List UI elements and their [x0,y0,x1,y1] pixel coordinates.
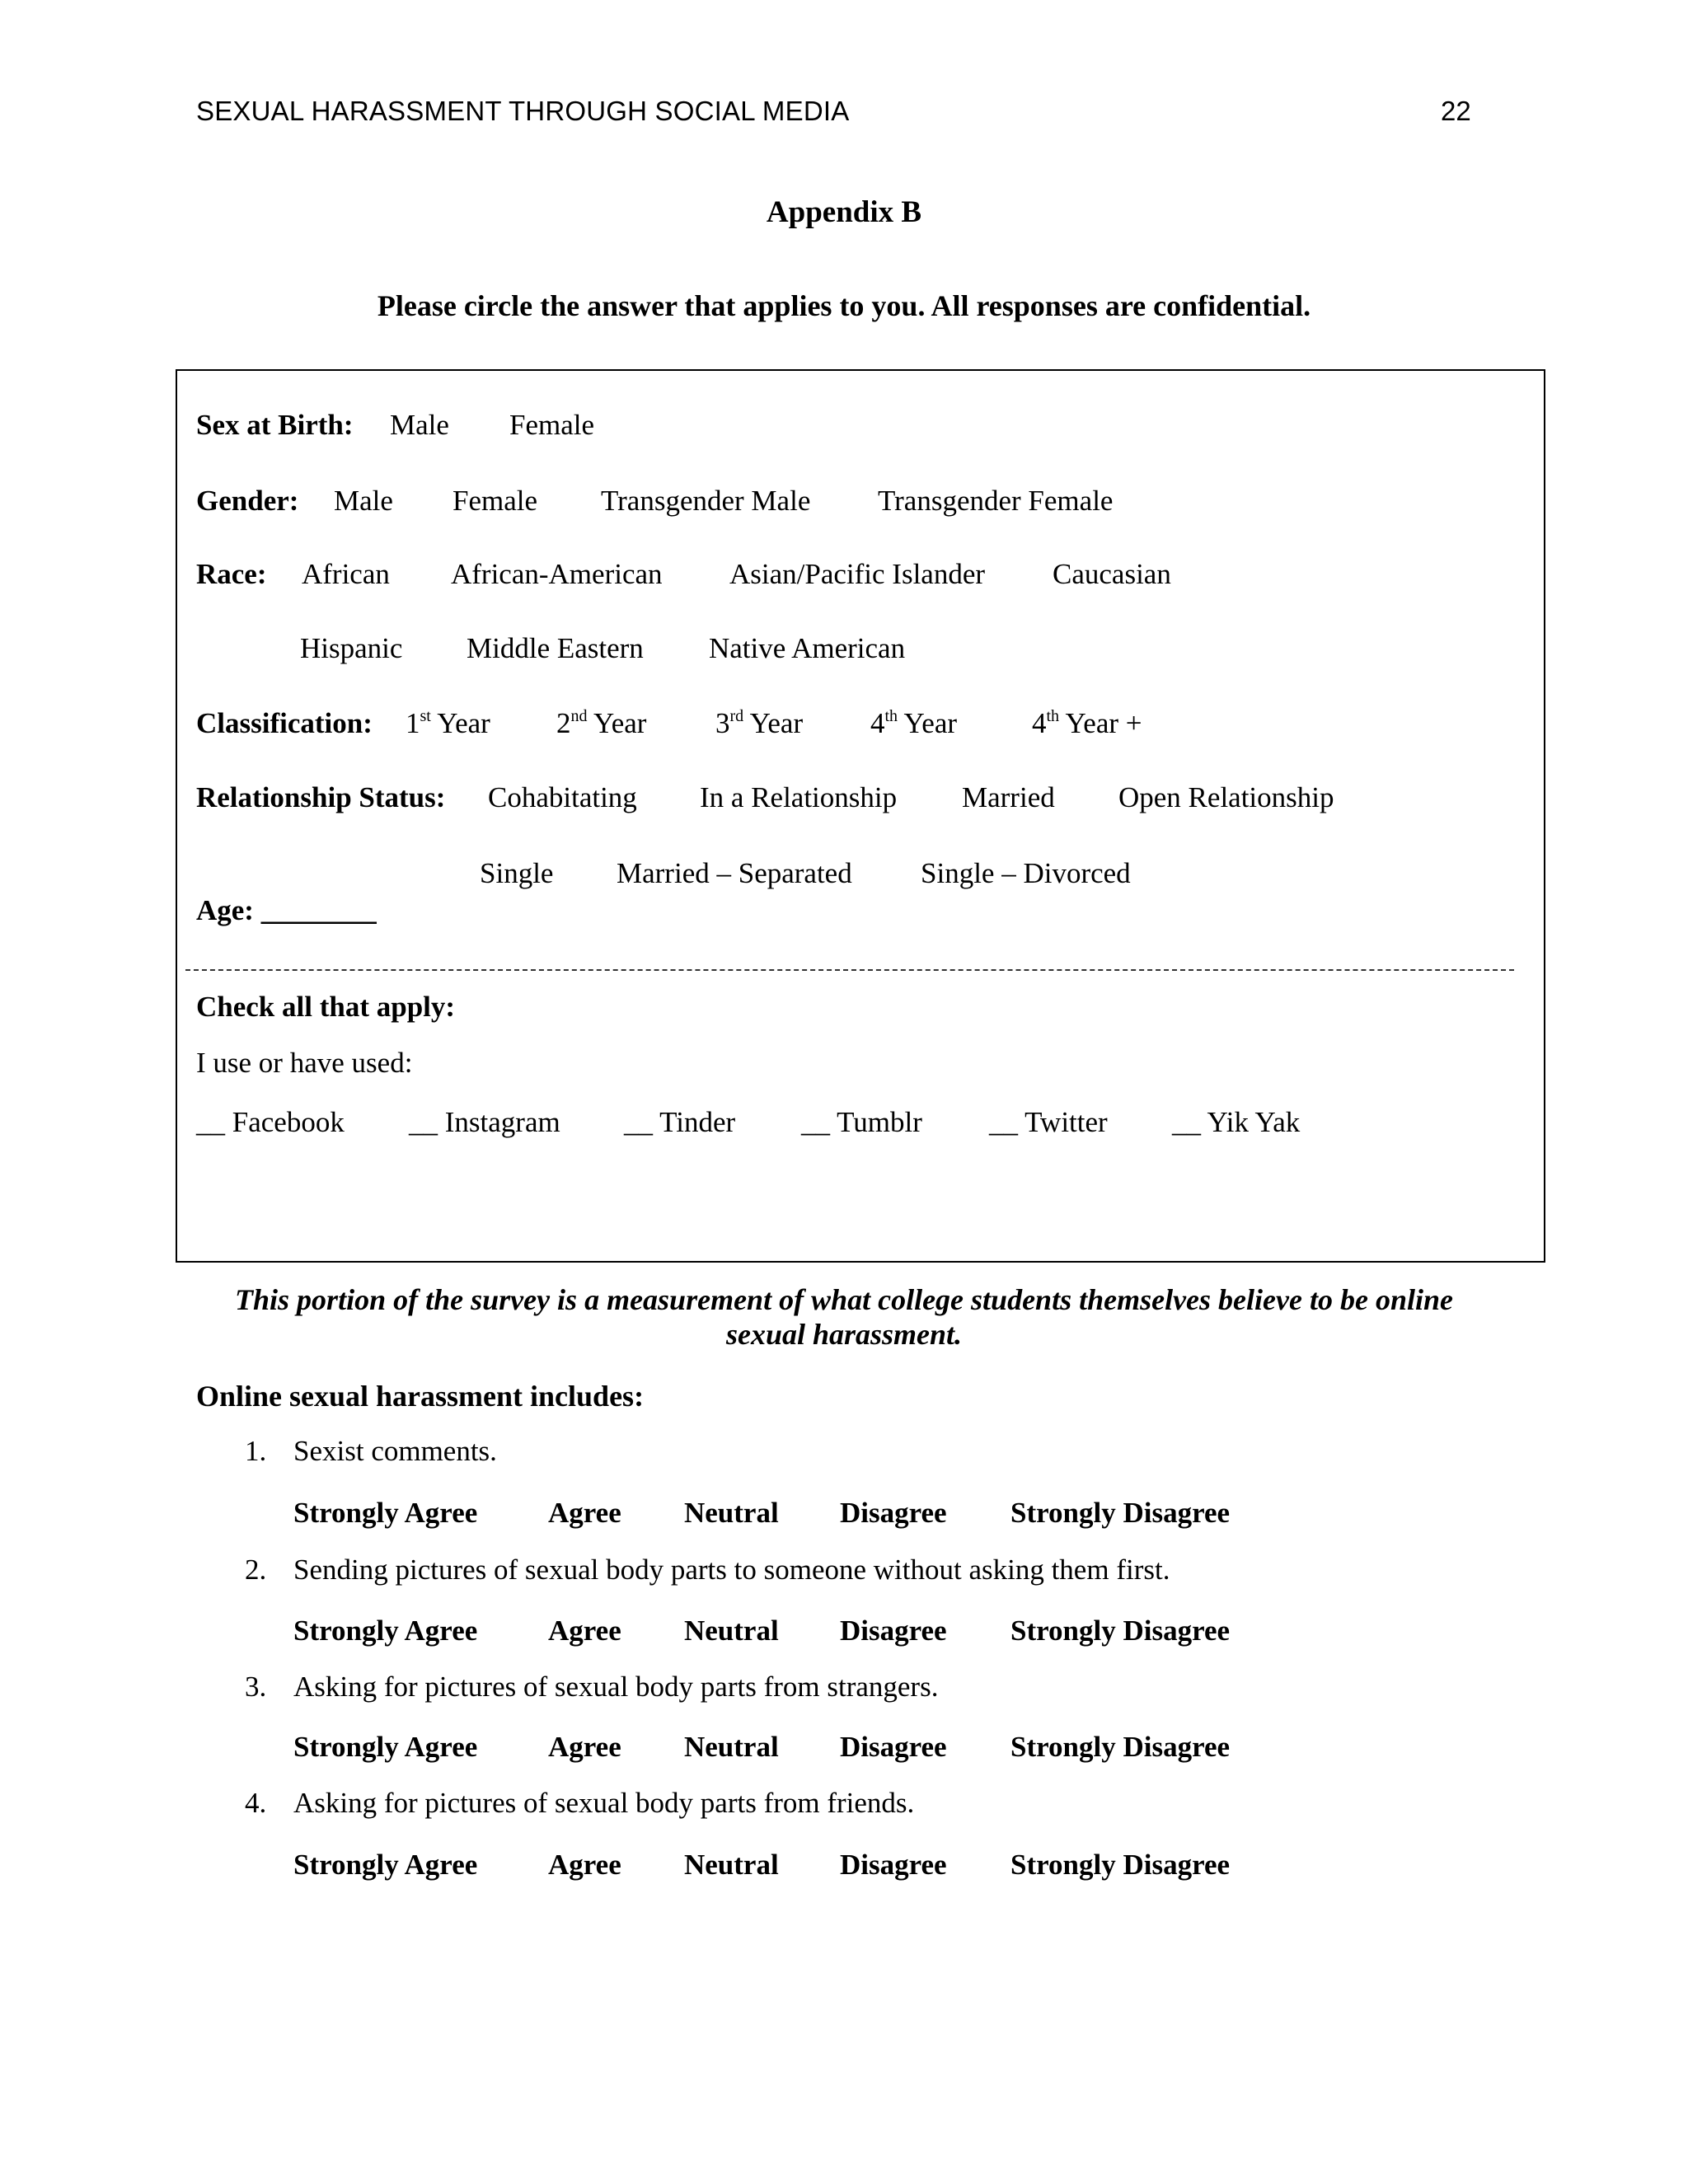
race-label: Race: [196,558,267,590]
scale-strongly-agree[interactable]: Strongly Agree [293,1731,478,1763]
age-label: Age: [196,894,254,926]
check-option-instagram[interactable]: __ Instagram [409,1106,560,1138]
race-option-native-american[interactable]: Native American [709,632,906,664]
scale-disagree[interactable]: Disagree [840,1497,947,1529]
classification-option-3rd-year[interactable]: 3rd Year [715,707,804,739]
item-number: 1. [245,1435,267,1467]
classification-option-2nd-year[interactable]: 2nd Year [556,707,647,739]
scale-neutral[interactable]: Neutral [684,1849,779,1881]
relationship-status-label: Relationship Status: [196,781,446,813]
sex-option-male[interactable]: Male [390,409,449,441]
check-all-label: Check all that apply: [196,991,456,1023]
age-blank[interactable]: ________ [260,894,377,926]
scale-disagree[interactable]: Disagree [840,1731,947,1763]
item-text: Asking for pictures of sexual body parts from strangers. [293,1671,939,1703]
scale-agree[interactable]: Agree [548,1731,621,1763]
running-head: SEXUAL HARASSMENT THROUGH SOCIAL MEDIA [196,96,850,126]
check-option-facebook[interactable]: __ Facebook [196,1106,345,1138]
classification-label: Classification: [196,707,373,739]
race-option-caucasian[interactable]: Caucasian [1053,558,1171,590]
scale-neutral[interactable]: Neutral [684,1615,779,1647]
scale-disagree[interactable]: Disagree [840,1849,947,1881]
scale-disagree[interactable]: Disagree [840,1615,947,1647]
scale-strongly-disagree[interactable]: Strongly Disagree [1010,1731,1231,1763]
race-option-middle-eastern[interactable]: Middle Eastern [467,632,644,664]
relationship-option-married[interactable]: Married [962,781,1055,813]
relationship-option-married-separated[interactable]: Married – Separated [617,857,852,889]
scale-strongly-agree[interactable]: Strongly Agree [293,1849,478,1881]
check-option-tumblr[interactable]: __ Tumblr [801,1106,922,1138]
item-text: Sexist comments. [293,1435,497,1467]
check-all-prompt: I use or have used: [196,1047,413,1079]
gender-option-female[interactable]: Female [452,485,538,517]
gender-label: Gender: [196,485,299,517]
dashed-divider [185,969,1514,971]
classification-option-4th-year[interactable]: 4th Year [870,707,958,739]
race-option-hispanic[interactable]: Hispanic [300,632,403,664]
gender-option-transgender-male[interactable]: Transgender Male [601,485,811,517]
scale-strongly-disagree[interactable]: Strongly Disagree [1010,1497,1231,1529]
sex-option-female[interactable]: Female [509,409,595,441]
classification-option-4th-year-plus[interactable]: 4th Year + [1032,707,1142,739]
scale-strongly-agree[interactable]: Strongly Agree [293,1497,478,1529]
race-option-african[interactable]: African [302,558,390,590]
scale-neutral[interactable]: Neutral [684,1497,779,1529]
survey-intro-line2: sexual harassment. [725,1318,963,1351]
scale-agree[interactable]: Agree [548,1849,621,1881]
classification-option-1st-year[interactable]: 1st Year [406,707,490,739]
relationship-option-single-divorced[interactable]: Single – Divorced [921,857,1131,889]
section-label: Online sexual harassment includes: [196,1380,645,1413]
scale-neutral[interactable]: Neutral [684,1731,779,1763]
age-field[interactable] [196,894,377,927]
race-option-african-american[interactable]: African-American [451,558,663,590]
item-number: 4. [245,1787,267,1819]
item-text: Asking for pictures of sexual body parts from friends. [293,1787,915,1819]
instructions: Please circle the answer that applies to you. All responses are confidential. [377,289,1311,322]
item-text: Sending pictures of sexual body parts to someone without asking them first. [293,1554,1170,1586]
gender-option-male[interactable]: Male [334,485,393,517]
survey-intro-line1: This portion of the survey is a measurement of what college students themselves believe to be online [235,1283,1453,1316]
relationship-option-single[interactable]: Single [480,857,554,889]
scale-agree[interactable]: Agree [548,1615,621,1647]
scale-strongly-agree[interactable]: Strongly Agree [293,1615,478,1647]
relationship-option-in-a-relationship[interactable]: In a Relationship [700,781,898,813]
check-option-yik-yak[interactable]: __ Yik Yak [1172,1106,1301,1138]
check-option-twitter[interactable]: __ Twitter [989,1106,1108,1138]
gender-option-transgender-female[interactable]: Transgender Female [878,485,1114,517]
page-number: 22 [1441,96,1471,126]
relationship-option-cohabitating[interactable]: Cohabitating [488,781,637,813]
relationship-option-open-relationship[interactable]: Open Relationship [1118,781,1334,813]
item-number: 3. [245,1671,267,1703]
race-option-asian-pacific-islander[interactable]: Asian/Pacific Islander [729,558,986,590]
sex-at-birth-label: Sex at Birth: [196,409,354,441]
appendix-title: Appendix B [766,195,922,229]
scale-agree[interactable]: Agree [548,1497,621,1529]
scale-strongly-disagree[interactable]: Strongly Disagree [1010,1849,1231,1881]
item-number: 2. [245,1554,267,1586]
check-option-tinder[interactable]: __ Tinder [624,1106,736,1138]
scale-strongly-disagree[interactable]: Strongly Disagree [1010,1615,1231,1647]
